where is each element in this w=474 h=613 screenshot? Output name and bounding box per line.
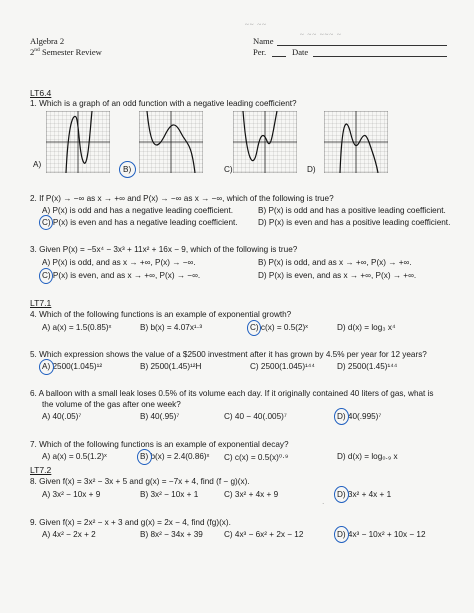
q4-option-c: C) c(x) = 0.5(2)ˣ <box>250 323 308 332</box>
q8-answer-circle <box>334 486 349 503</box>
name-line <box>277 45 447 46</box>
q7-option-a: A) a(x) = 0.5(1.2)ˣ <box>42 452 107 461</box>
q7-text: 7. Which of the following functions is an example of exponential decay? <box>30 440 289 449</box>
section-lt71: LT7.1 <box>30 298 52 308</box>
q9-option-c: C) 4x³ − 6x² + 2x − 12 <box>224 530 304 539</box>
q2-answer-circle <box>39 215 53 230</box>
q7-option-d: D) d(x) = log₀.₉ x <box>337 452 398 461</box>
q7-option-b: B) b(x) = 2.4(0.86)ˣ <box>140 452 210 461</box>
q8-text: 8. Given f(x) = 3x² − 3x + 5 and g(x) = −7x + 4, find (f − g)(x). <box>30 477 250 486</box>
q7-option-c: C) c(x) = 0.5(x)⁰·⁹ <box>224 453 289 462</box>
q9-option-a: A) 4x² − 2x + 2 <box>42 530 96 539</box>
q9-text: 9. Given f(x) = 2x² − x + 3 and g(x) = 2x − 4, find (fg)(x). <box>30 518 231 527</box>
q6-answer-circle <box>334 408 349 425</box>
q8-option-a: A) 3x² − 10x + 9 <box>42 490 101 499</box>
q2-option-a: A) P(x) is odd and has a negative leading coefficient. <box>42 206 234 215</box>
q6-option-d: D) 40(.995)⁷ <box>337 412 382 421</box>
q8-option-d: D) 3x² + 4x + 1 <box>337 490 392 499</box>
q6-option-c: C) 40 − 40(.005)⁷ <box>224 412 287 421</box>
q5-option-a: A) 2500(1.045)¹² <box>42 362 103 371</box>
graph-a <box>46 111 110 173</box>
q1-label-a: A) <box>33 160 42 169</box>
q9-option-d: D) 4x³ − 10x² + 10x − 12 <box>337 530 426 539</box>
q5-option-b: B) 2500(1.45)¹²H <box>140 362 202 371</box>
q6-text-line1: 6. A balloon with a small leak loses 0.5% of its volume each day. If it originally contained 40 liters of gas, what is <box>30 389 434 398</box>
q6-option-a: A) 40(.05)⁷ <box>42 412 82 421</box>
graph-c <box>233 111 297 173</box>
q2-option-d: D) P(x) is even and has a positive leading coefficient. <box>258 218 451 227</box>
q1-label-c: C) <box>224 165 233 174</box>
q7-answer-circle <box>137 449 152 465</box>
per-label: Per. <box>253 47 267 57</box>
review-prefix: 2 <box>30 47 35 57</box>
q1-answer-circle <box>119 161 136 178</box>
review-sup: nd <box>34 47 40 54</box>
per-line <box>272 56 286 57</box>
q3-option-b: B) P(x) is odd, and as x → +∞, P(x) → +∞. <box>258 258 412 267</box>
q5-text: 5. Which expression shows the value of a $2500 investment after it has grown by 4.5% per year for 12 years? <box>30 350 427 359</box>
q1-text: 1. Which is a graph of an odd function with a negative leading coefficient? <box>30 99 297 108</box>
q9-option-b: B) 8x² − 34x + 39 <box>140 530 203 539</box>
q8-scribble: · <box>322 500 325 508</box>
q1-label-d: D) <box>307 165 316 174</box>
q5-option-d: D) 2500(1.45)¹⁴⁴ <box>337 362 398 371</box>
date-line <box>313 56 447 57</box>
q4-answer-circle <box>247 320 261 336</box>
q9-answer-circle <box>334 526 349 543</box>
graph-b <box>139 111 203 173</box>
q3-option-c: C) P(x) is even, and as x → +∞, P(x) → −∞. <box>42 271 201 280</box>
q2-option-c: C) P(x) is even and has a negative leading coefficient. <box>42 218 238 227</box>
q4-option-a: A) a(x) = 1.5(0.85)ˣ <box>42 323 112 332</box>
q4-option-b: B) b(x) = 4.07x¹·³ <box>140 323 203 332</box>
q3-answer-circle <box>39 268 53 284</box>
q6-option-b: B) 40(.95)⁷ <box>140 412 180 421</box>
q5-answer-circle <box>39 359 54 375</box>
q3-text: 3. Given P(x) = −5x⁴ − 3x³ + 11x² + 16x − 9, which of the following is true? <box>30 245 298 254</box>
q3-option-d: D) P(x) is even, and as x → +∞, P(x) → +∞. <box>258 271 417 280</box>
q6-text-line2: the volume of the gas after one week? <box>42 400 181 409</box>
name-scribble: ~ ~~ ~~~ ~ <box>300 31 342 39</box>
graph-d <box>324 111 388 173</box>
q3-option-a: A) P(x) is odd, and as x → +∞, P(x) → −∞. <box>42 258 196 267</box>
section-lt72: LT7.2 <box>30 465 52 475</box>
q1-label-b: B) <box>123 165 132 174</box>
q2-text: 2. If P(x) → −∞ as x → +∞ and P(x) → −∞ as x → −∞, which of the following is true? <box>30 194 334 203</box>
section-lt64: LT6.4 <box>30 88 52 98</box>
top-scribble: ~~ ~~ <box>245 21 267 29</box>
q8-option-c: C) 3x² + 4x + 9 <box>224 490 279 499</box>
q2-option-b: B) P(x) is odd and has a positive leading coefficient. <box>258 206 446 215</box>
q8-option-b: B) 3x² − 10x + 1 <box>140 490 199 499</box>
q4-text: 4. Which of the following functions is an example of exponential growth? <box>30 310 292 319</box>
date-label: Date <box>292 47 309 57</box>
review-suffix: Semester Review <box>39 47 102 57</box>
name-label: Name <box>253 36 274 46</box>
q4-option-d: D) d(x) = log₃ x⁴ <box>337 323 396 332</box>
review-title <box>30 47 102 57</box>
course-title: Algebra 2 <box>30 36 65 46</box>
q5-option-c: C) 2500(1.045)¹⁴⁴ <box>250 362 315 371</box>
